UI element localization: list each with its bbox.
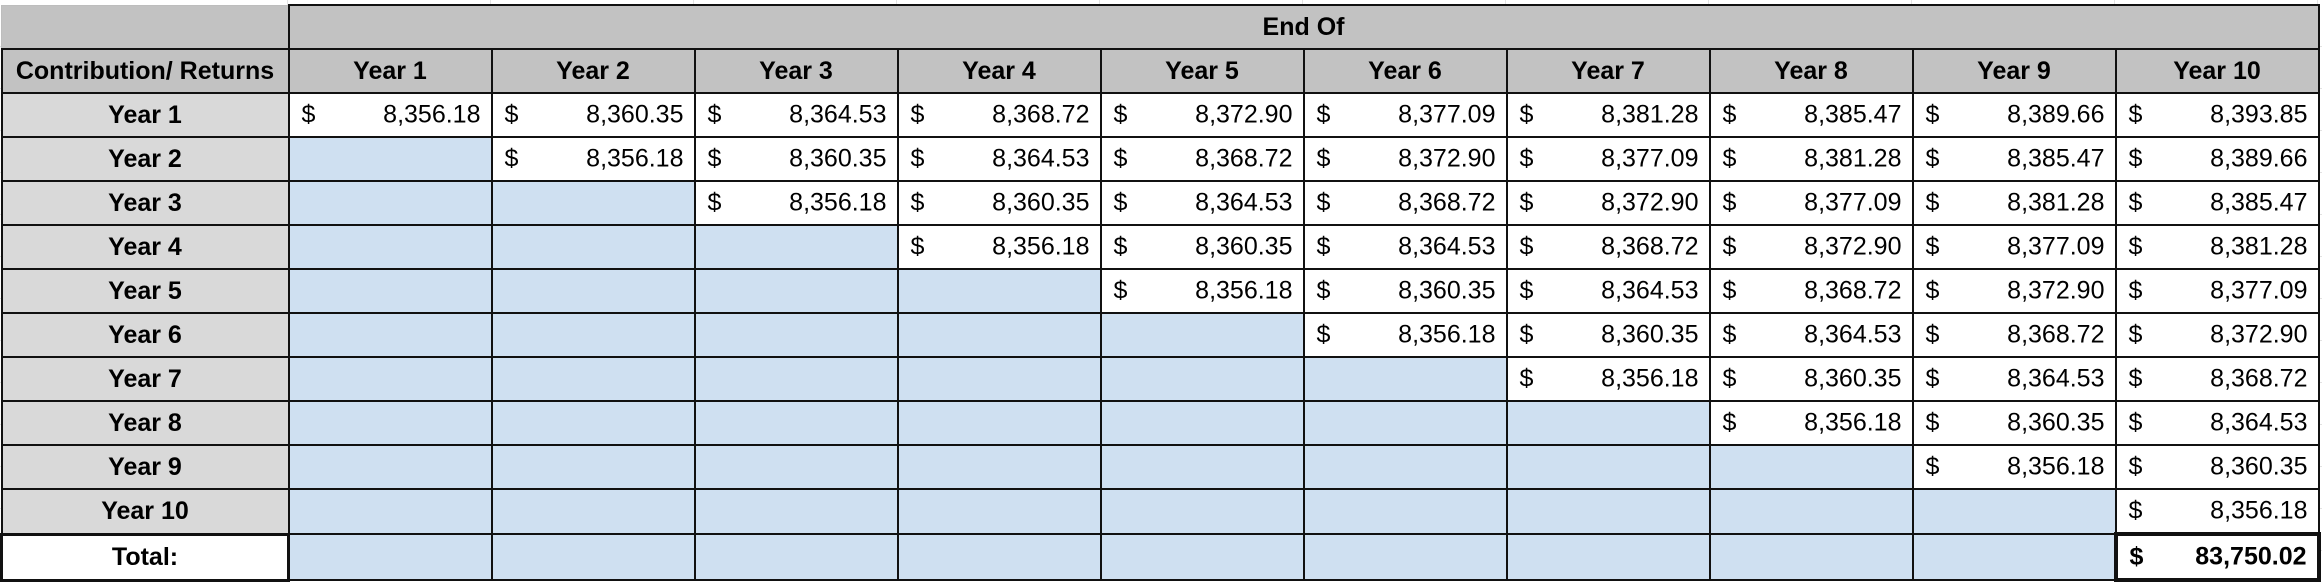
currency-symbol: $ (504, 100, 519, 129)
value-cell[interactable] (2116, 401, 2319, 445)
value-cell[interactable] (2116, 93, 2319, 137)
empty-cell[interactable] (1913, 489, 2116, 534)
cell-amount: 8,364.53 (1398, 232, 1496, 261)
empty-cell[interactable] (492, 357, 695, 401)
empty-cell[interactable] (492, 269, 695, 313)
currency-symbol: $ (1722, 364, 1737, 393)
currency-symbol: $ (1925, 100, 1940, 129)
empty-cell[interactable] (695, 534, 898, 580)
column-header-row (2, 49, 2319, 93)
currency-symbol: $ (1316, 100, 1331, 129)
currency-symbol: $ (1519, 144, 1534, 173)
empty-cell[interactable] (1304, 445, 1507, 489)
value-cell[interactable] (1913, 225, 2116, 269)
cell-amount: 8,356.18 (2007, 452, 2105, 481)
empty-cell[interactable] (289, 269, 492, 313)
currency-symbol: $ (707, 188, 722, 217)
empty-cell[interactable] (492, 225, 695, 269)
table-row (2, 489, 2319, 534)
value-cell[interactable] (2116, 137, 2319, 181)
currency-symbol: $ (2128, 496, 2143, 525)
empty-cell[interactable] (1710, 445, 1913, 489)
value-cell[interactable] (1710, 181, 1913, 225)
cell-amount: 8,364.53 (2007, 364, 2105, 393)
column-header-year-2[interactable]: Year 2 (492, 49, 695, 93)
currency-symbol: $ (2128, 232, 2143, 261)
row-label-year-8[interactable]: Year 8 (2, 401, 289, 445)
currency-symbol: $ (1113, 188, 1128, 217)
value-cell[interactable] (1101, 181, 1304, 225)
cell-amount: 8,389.66 (2007, 100, 2105, 129)
value-cell[interactable] (1507, 137, 1710, 181)
currency-symbol: $ (504, 144, 519, 173)
cell-amount: 8,356.18 (1804, 408, 1902, 437)
cell-amount: 8,364.53 (1601, 276, 1699, 305)
currency-symbol: $ (2128, 452, 2143, 481)
empty-cell[interactable] (695, 225, 898, 269)
empty-cell[interactable] (1507, 401, 1710, 445)
value-cell[interactable] (492, 137, 695, 181)
value-cell[interactable] (1304, 269, 1507, 313)
empty-cell[interactable] (492, 181, 695, 225)
currency-symbol: $ (1722, 408, 1737, 437)
currency-symbol: $ (1113, 144, 1128, 173)
currency-symbol: $ (1925, 408, 1940, 437)
value-cell[interactable] (1304, 181, 1507, 225)
value-cell[interactable] (2116, 225, 2319, 269)
column-header-year-7[interactable]: Year 7 (1507, 49, 1710, 93)
contribution-returns-table (0, 4, 2321, 582)
cell-amount: 8,368.72 (2007, 320, 2105, 349)
group-header-row (2, 5, 2319, 49)
row-label-year-10[interactable]: Year 10 (2, 489, 289, 534)
empty-cell[interactable] (1101, 534, 1304, 580)
cell-amount: 8,381.28 (2007, 188, 2105, 217)
empty-cell[interactable] (1304, 401, 1507, 445)
currency-symbol: $ (301, 100, 316, 129)
value-cell[interactable] (898, 137, 1101, 181)
currency-symbol: $ (1925, 276, 1940, 305)
cell-amount: 8,356.18 (1601, 364, 1699, 393)
value-cell[interactable] (492, 93, 695, 137)
value-cell[interactable] (1304, 313, 1507, 357)
row-label-year-7[interactable]: Year 7 (2, 357, 289, 401)
empty-cell[interactable] (898, 534, 1101, 580)
currency-symbol: $ (1722, 276, 1737, 305)
value-cell[interactable] (1710, 269, 1913, 313)
cell-amount: 8,385.47 (1804, 100, 1902, 129)
column-header-year-6[interactable]: Year 6 (1304, 49, 1507, 93)
cell-amount: 8,360.35 (586, 100, 684, 129)
currency-symbol: $ (1316, 320, 1331, 349)
empty-cell[interactable] (695, 445, 898, 489)
empty-cell[interactable] (289, 137, 492, 181)
cell-amount: 8,385.47 (2007, 144, 2105, 173)
cell-amount: 8,389.66 (2210, 144, 2308, 173)
currency-symbol: $ (2128, 320, 2143, 349)
cell-amount: 8,356.18 (2210, 496, 2308, 525)
cell-amount: 8,356.18 (586, 144, 684, 173)
total-label[interactable]: Total: (2, 534, 289, 580)
currency-symbol: $ (2128, 144, 2143, 173)
currency-symbol: $ (910, 100, 925, 129)
currency-symbol: $ (1519, 232, 1534, 261)
currency-symbol: $ (707, 100, 722, 129)
value-cell[interactable] (2116, 313, 2319, 357)
currency-symbol: $ (2128, 408, 2143, 437)
value-cell[interactable] (2116, 445, 2319, 489)
cell-amount: 8,360.35 (1804, 364, 1902, 393)
column-header-year-1[interactable]: Year 1 (289, 49, 492, 93)
row-label-year-2[interactable]: Year 2 (2, 137, 289, 181)
value-cell[interactable] (1507, 93, 1710, 137)
currency-symbol: $ (1925, 320, 1940, 349)
currency-symbol: $ (1113, 232, 1128, 261)
empty-cell[interactable] (898, 313, 1101, 357)
table-row (2, 445, 2319, 489)
currency-symbol: $ (2128, 276, 2143, 305)
value-cell[interactable] (898, 225, 1101, 269)
currency-symbol: $ (1925, 364, 1940, 393)
currency-symbol: $ (1316, 232, 1331, 261)
cell-amount: 8,381.28 (1601, 100, 1699, 129)
cell-amount: 8,368.72 (1195, 144, 1293, 173)
value-cell[interactable] (1913, 93, 2116, 137)
cell-amount: 8,377.09 (1804, 188, 1902, 217)
value-cell[interactable] (1710, 137, 1913, 181)
empty-cell[interactable] (695, 269, 898, 313)
cell-amount: 8,356.18 (789, 188, 887, 217)
table-row (2, 313, 2319, 357)
currency-symbol: $ (1316, 144, 1331, 173)
cell-amount: 8,360.35 (2210, 452, 2308, 481)
empty-cell[interactable] (695, 401, 898, 445)
value-cell[interactable] (695, 181, 898, 225)
table-row (2, 181, 2319, 225)
value-cell[interactable] (1304, 137, 1507, 181)
empty-cell[interactable] (289, 534, 492, 580)
currency-symbol: $ (1722, 144, 1737, 173)
currency-symbol: $ (1316, 276, 1331, 305)
cell-amount: 8,372.90 (1601, 188, 1699, 217)
currency-symbol: $ (910, 232, 925, 261)
value-cell[interactable] (1304, 93, 1507, 137)
empty-cell[interactable] (1304, 489, 1507, 534)
cell-amount: 8,368.72 (1398, 188, 1496, 217)
grand-total-amount: 83,750.02 (2195, 542, 2307, 571)
empty-cell[interactable] (289, 445, 492, 489)
value-cell[interactable] (2116, 269, 2319, 313)
cell-amount: 8,364.53 (2210, 408, 2308, 437)
value-cell[interactable] (1507, 225, 1710, 269)
empty-cell[interactable] (1101, 401, 1304, 445)
table-row (2, 137, 2319, 181)
cell-amount: 8,356.18 (992, 232, 1090, 261)
cell-amount: 8,381.28 (2210, 232, 2308, 261)
cell-amount: 8,360.35 (1601, 320, 1699, 349)
cell-amount: 8,372.90 (1195, 100, 1293, 129)
currency-symbol: $ (1722, 188, 1737, 217)
empty-cell[interactable] (289, 401, 492, 445)
value-cell[interactable] (1913, 269, 2116, 313)
table-row (2, 93, 2319, 137)
empty-cell[interactable] (898, 401, 1101, 445)
value-cell[interactable] (1913, 445, 2116, 489)
cell-amount: 8,368.72 (1804, 276, 1902, 305)
column-header-year-8[interactable]: Year 8 (1710, 49, 1913, 93)
empty-cell[interactable] (289, 181, 492, 225)
cell-amount: 8,372.90 (2210, 320, 2308, 349)
empty-cell[interactable] (1101, 445, 1304, 489)
cell-amount: 8,368.72 (992, 100, 1090, 129)
cell-amount: 8,364.53 (789, 100, 887, 129)
row-label-year-9[interactable]: Year 9 (2, 445, 289, 489)
empty-cell[interactable] (1913, 534, 2116, 580)
currency-symbol: $ (1519, 188, 1534, 217)
cell-amount: 8,377.09 (1601, 144, 1699, 173)
value-cell[interactable] (1913, 313, 2116, 357)
currency-symbol: $ (1722, 232, 1737, 261)
cell-amount: 8,377.09 (2210, 276, 2308, 305)
cell-amount: 8,356.18 (1398, 320, 1496, 349)
value-cell[interactable] (1710, 313, 1913, 357)
value-cell[interactable] (1101, 225, 1304, 269)
cell-amount: 8,381.28 (1804, 144, 1902, 173)
empty-cell[interactable] (1507, 445, 1710, 489)
empty-cell[interactable] (492, 489, 695, 534)
currency-symbol: $ (2129, 542, 2144, 571)
cell-amount: 8,364.53 (1195, 188, 1293, 217)
currency-symbol: $ (1519, 100, 1534, 129)
table-row (2, 401, 2319, 445)
row-label-year-4[interactable]: Year 4 (2, 225, 289, 269)
column-header-year-3[interactable]: Year 3 (695, 49, 898, 93)
cell-amount: 8,360.35 (789, 144, 887, 173)
empty-cell[interactable] (1710, 489, 1913, 534)
currency-symbol: $ (1925, 232, 1940, 261)
value-cell[interactable] (2116, 489, 2319, 534)
cell-amount: 8,360.35 (1195, 232, 1293, 261)
total-row (2, 534, 2319, 580)
value-cell[interactable] (1913, 137, 2116, 181)
value-cell[interactable] (1507, 357, 1710, 401)
table-row (2, 269, 2319, 313)
currency-symbol: $ (1925, 188, 1940, 217)
empty-cell[interactable] (1101, 489, 1304, 534)
value-cell[interactable] (289, 93, 492, 137)
value-cell[interactable] (2116, 181, 2319, 225)
empty-cell[interactable] (492, 401, 695, 445)
empty-cell[interactable] (1304, 357, 1507, 401)
cell-amount: 8,360.35 (2007, 408, 2105, 437)
grand-total-cell[interactable] (2116, 534, 2319, 580)
row-label-year-5[interactable]: Year 5 (2, 269, 289, 313)
currency-symbol: $ (1925, 144, 1940, 173)
corner-blank-cell[interactable] (2, 5, 289, 49)
currency-symbol: $ (1316, 188, 1331, 217)
value-cell[interactable] (1101, 93, 1304, 137)
currency-symbol: $ (1519, 276, 1534, 305)
cell-amount: 8,372.90 (1398, 144, 1496, 173)
empty-cell[interactable] (1507, 489, 1710, 534)
empty-cell[interactable] (898, 489, 1101, 534)
currency-symbol: $ (910, 144, 925, 173)
value-cell[interactable] (2116, 357, 2319, 401)
empty-cell[interactable] (492, 313, 695, 357)
empty-cell[interactable] (1304, 534, 1507, 580)
value-cell[interactable] (1913, 181, 2116, 225)
currency-symbol: $ (1722, 320, 1737, 349)
empty-cell[interactable] (695, 357, 898, 401)
empty-cell[interactable] (289, 313, 492, 357)
value-cell[interactable] (695, 137, 898, 181)
currency-symbol: $ (2128, 188, 2143, 217)
currency-symbol: $ (1925, 452, 1940, 481)
empty-cell[interactable] (289, 489, 492, 534)
empty-cell[interactable] (1507, 534, 1710, 580)
currency-symbol: $ (1519, 364, 1534, 393)
empty-cell[interactable] (898, 269, 1101, 313)
cell-amount: 8,360.35 (1398, 276, 1496, 305)
column-header-year-9[interactable]: Year 9 (1913, 49, 2116, 93)
value-cell[interactable] (1710, 93, 1913, 137)
value-cell[interactable] (1710, 401, 1913, 445)
value-cell[interactable] (1913, 401, 2116, 445)
currency-symbol: $ (707, 144, 722, 173)
empty-cell[interactable] (695, 489, 898, 534)
currency-symbol: $ (1113, 100, 1128, 129)
value-cell[interactable] (1507, 181, 1710, 225)
cell-amount: 8,372.90 (1804, 232, 1902, 261)
currency-symbol: $ (1722, 100, 1737, 129)
empty-cell[interactable] (289, 225, 492, 269)
table-row (2, 357, 2319, 401)
end-of-header[interactable]: End Of (289, 5, 2319, 49)
currency-symbol: $ (2128, 364, 2143, 393)
cell-amount: 8,385.47 (2210, 188, 2308, 217)
column-header-year-10[interactable]: Year 10 (2116, 49, 2319, 93)
cell-amount: 8,393.85 (2210, 100, 2308, 129)
cell-amount: 8,364.53 (1804, 320, 1902, 349)
cell-amount: 8,360.35 (992, 188, 1090, 217)
value-cell[interactable] (1507, 313, 1710, 357)
table-row (2, 225, 2319, 269)
value-cell[interactable] (1913, 357, 2116, 401)
value-cell[interactable] (1101, 137, 1304, 181)
column-header-year-5[interactable]: Year 5 (1101, 49, 1304, 93)
cell-amount: 8,368.72 (1601, 232, 1699, 261)
currency-symbol: $ (910, 188, 925, 217)
cell-amount: 8,377.09 (2007, 232, 2105, 261)
currency-symbol: $ (2128, 100, 2143, 129)
cell-amount: 8,364.53 (992, 144, 1090, 173)
currency-symbol: $ (1113, 276, 1128, 305)
value-cell[interactable] (695, 93, 898, 137)
cell-amount: 8,368.72 (2210, 364, 2308, 393)
empty-cell[interactable] (1101, 357, 1304, 401)
empty-cell[interactable] (898, 357, 1101, 401)
cell-amount: 8,356.18 (1195, 276, 1293, 305)
row-label-year-3[interactable]: Year 3 (2, 181, 289, 225)
currency-symbol: $ (1519, 320, 1534, 349)
empty-cell[interactable] (1101, 313, 1304, 357)
value-cell[interactable] (898, 181, 1101, 225)
value-cell[interactable] (1710, 357, 1913, 401)
value-cell[interactable] (1304, 225, 1507, 269)
empty-cell[interactable] (492, 445, 695, 489)
empty-cell[interactable] (289, 357, 492, 401)
empty-cell[interactable] (1710, 534, 1913, 580)
cell-amount: 8,356.18 (383, 100, 481, 129)
empty-cell[interactable] (898, 445, 1101, 489)
contribution-returns-header[interactable]: Contribution/ Returns (2, 49, 289, 93)
empty-cell[interactable] (695, 313, 898, 357)
empty-cell[interactable] (492, 534, 695, 580)
value-cell[interactable] (1507, 269, 1710, 313)
row-label-year-1[interactable]: Year 1 (2, 93, 289, 137)
cell-amount: 8,377.09 (1398, 100, 1496, 129)
value-cell[interactable] (898, 93, 1101, 137)
row-label-year-6[interactable]: Year 6 (2, 313, 289, 357)
value-cell[interactable] (1710, 225, 1913, 269)
value-cell[interactable] (1101, 269, 1304, 313)
cell-amount: 8,372.90 (2007, 276, 2105, 305)
column-header-year-4[interactable]: Year 4 (898, 49, 1101, 93)
